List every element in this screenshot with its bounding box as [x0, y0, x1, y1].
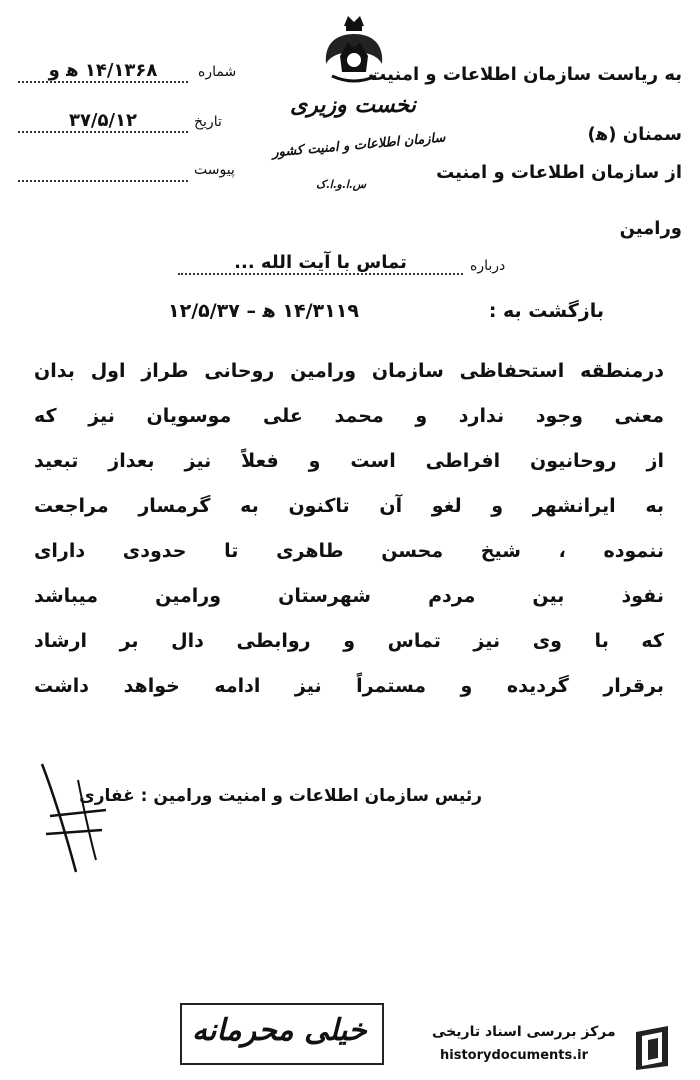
body-line-1: درمنطقه استحفاظی سازمان ورامین روحانی طراز اول بدان — [34, 360, 664, 382]
signature-line: رئیس سازمان اطلاعات و امنیت ورامین : غفاری — [79, 786, 482, 806]
body-line-5: ننموده ، شیخ محسن طاهری تا حدودی دارای — [34, 540, 664, 562]
org-name-ministry: نخست وزیری — [290, 92, 416, 118]
watermark-logo-icon — [628, 1022, 680, 1074]
stamp-text: خیلی محرمانه — [192, 1013, 367, 1048]
date-value: ۳۷/۵/۱۲ — [18, 110, 188, 133]
attachment-field — [18, 178, 188, 182]
body-line-3: از روحانیون افراطی است و فعلاً نیز بعداز تبعید — [34, 450, 664, 472]
subject-value: تماس با آیت الله ... — [178, 252, 463, 275]
body-line-4: به ایرانشهر و لغو آن تاکنون به گرمسار مراجعت — [34, 495, 664, 517]
handwritten-signature-icon — [32, 760, 112, 880]
addressee-line: به ریاست سازمان اطلاعات و امنیت — [368, 64, 682, 85]
watermark-title: مرکز بررسی اسناد تاریخی — [432, 1024, 616, 1040]
subject-label: درباره — [470, 258, 506, 274]
confidential-stamp — [180, 1003, 384, 1065]
attachment-label: پیوست — [194, 162, 235, 178]
addressee-department: سمنان (ه‍) — [587, 124, 682, 145]
number-label: شماره — [198, 64, 237, 80]
org-abbreviation: س.ا.و.ا.ک — [316, 178, 367, 191]
watermark-url: historydocuments.ir — [440, 1048, 589, 1063]
sender-place: ورامین — [619, 218, 682, 239]
reference-label: بازگشت به : — [488, 300, 604, 322]
body-line-8: برقرار گردیده و مستمراً نیز ادامه خواهد داشت — [34, 675, 664, 697]
number-value: ۱۴/۱۳۶۸ ه‍ و — [18, 60, 188, 83]
body-line-2: معنی وجود ندارد و محمد علی موسویان نیز که — [34, 405, 664, 427]
body-line-6: نفوذ بین مردم شهرستان ورامین میباشد — [34, 585, 664, 607]
reference-value: ۱۴/۳۱۱۹ ه‍ – ۱۲/۵/۳۷ — [168, 300, 359, 322]
org-name-savak: سازمان اطلاعات و امنیت کشور — [271, 130, 446, 161]
date-label: تاریخ — [194, 114, 222, 130]
sender-line: از سازمان اطلاعات و امنیت — [436, 162, 682, 183]
body-line-7: که با وی نیز تماس و روابطی دال بر ارشاد — [34, 630, 664, 652]
